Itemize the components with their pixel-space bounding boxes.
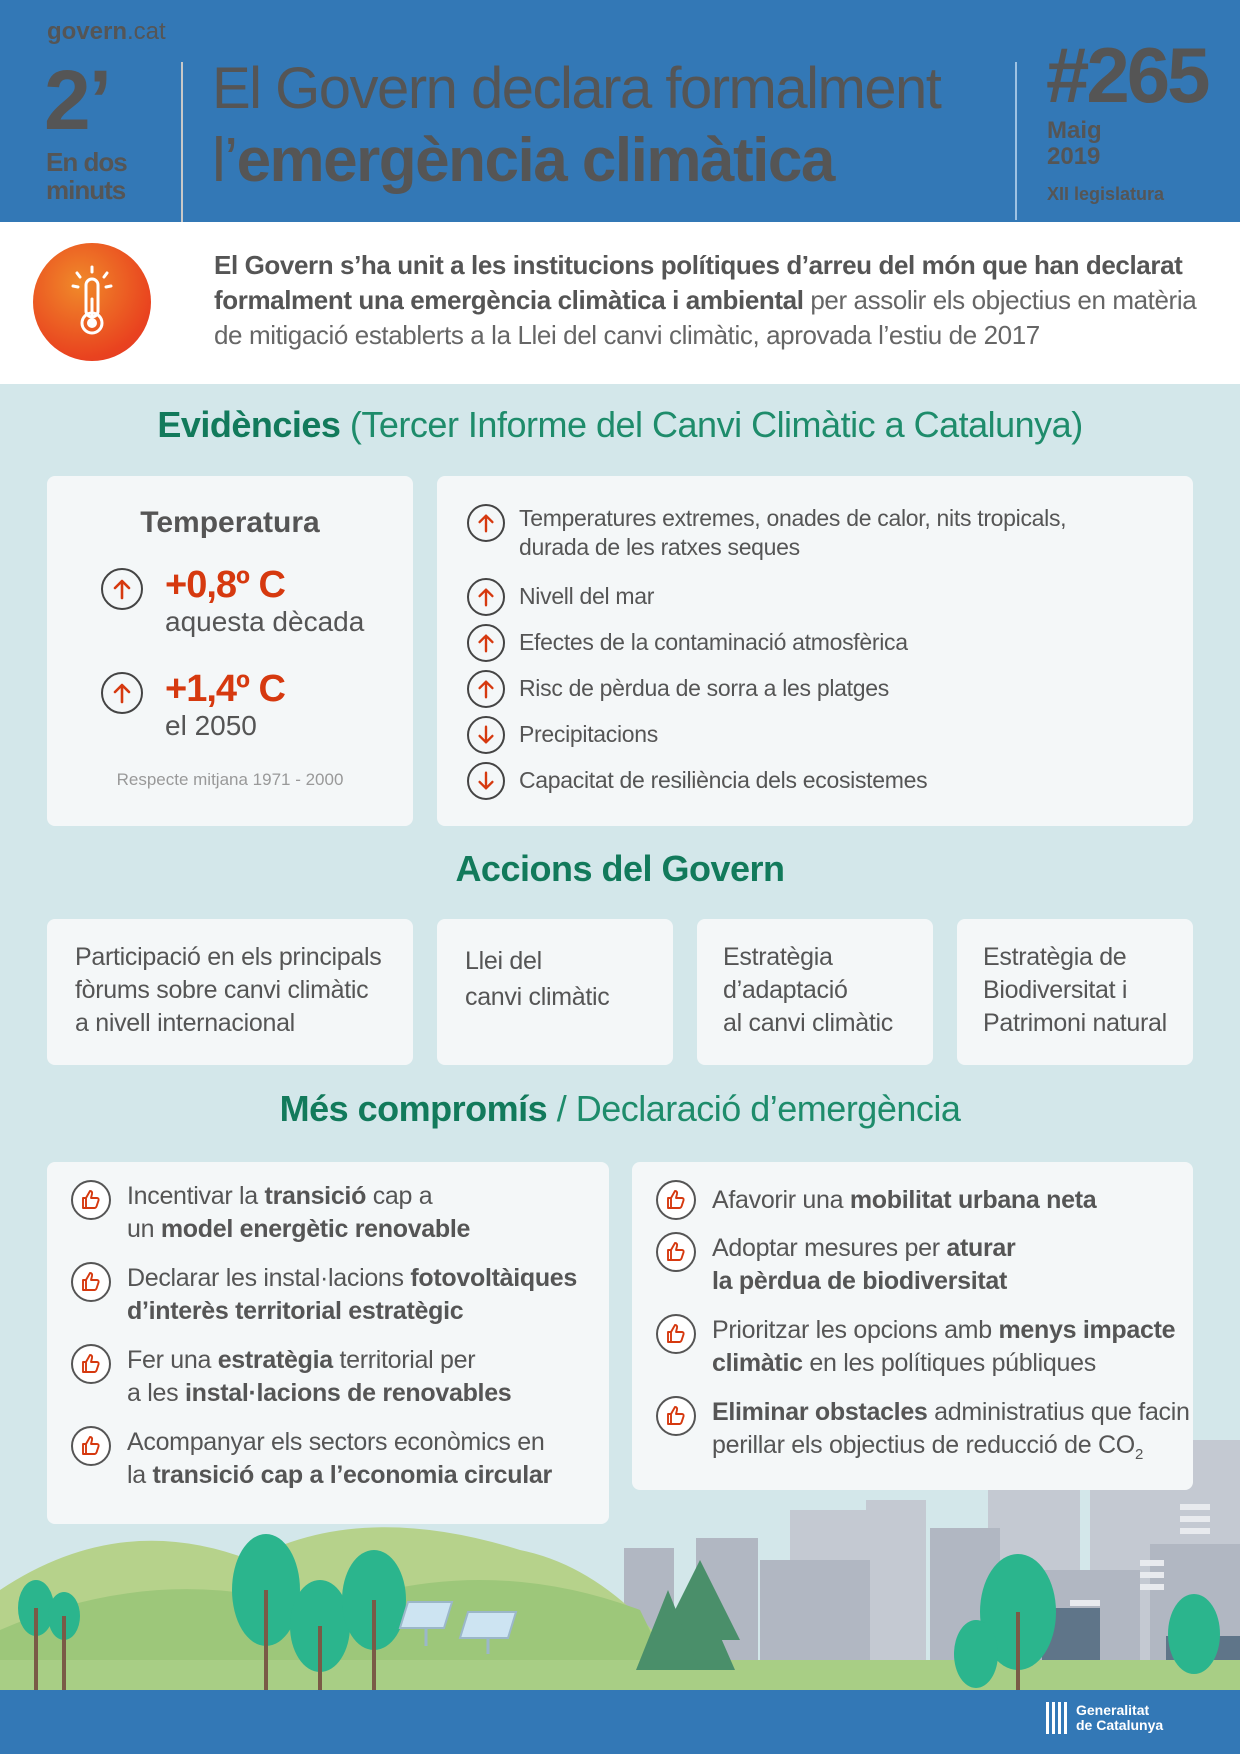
intro-rest: per assolir els objectius en matèria de mitigació establerts a la Llei del canvi climàtic, aprovada l’estiu de 2017 <box>214 285 1197 350</box>
commitment-line <box>127 1180 470 1213</box>
generalitat-name <box>1076 1703 1163 1733</box>
temperature-value: +1,4º C <box>165 668 285 710</box>
temperature-value: +0,8º C <box>165 564 285 606</box>
commitment-subscript: 2 <box>1134 1446 1143 1463</box>
thermometer-icon <box>33 243 151 361</box>
subtitle-line2: minuts <box>46 175 126 205</box>
commitment-bold: la pèrdua de biodiversitat <box>712 1267 1008 1295</box>
thumbs-up-icon <box>71 1344 111 1384</box>
action-line: Biodiversitat i <box>983 976 1128 1004</box>
action-line: Estratègia <box>723 943 833 971</box>
commitment-item <box>712 1232 1015 1298</box>
action-card <box>437 919 673 1065</box>
action-card <box>697 919 933 1065</box>
action-line: al canvi climàtic <box>723 1009 893 1037</box>
temperature-title: Temperatura <box>140 506 320 539</box>
issue-number: #265 <box>1046 31 1208 119</box>
evidence-line: Temperatures extremes, onades de calor, nits tropicals, <box>519 505 1067 531</box>
thumbs-up-icon <box>71 1180 111 1220</box>
commitment-title <box>0 1088 1240 1130</box>
action-line: fòrums sobre canvi climàtic <box>75 976 369 1004</box>
commitment-text: Prioritzar les opcions amb <box>712 1316 999 1344</box>
commitment-line <box>127 1344 511 1377</box>
commitment-bold: estratègia <box>217 1346 333 1374</box>
evidence-line: durada de les ratxes seques <box>519 534 800 560</box>
action-card <box>957 919 1193 1065</box>
commitment-line <box>127 1213 470 1246</box>
commitment-bold: aturar <box>946 1234 1016 1262</box>
arrow-up-icon <box>467 670 505 708</box>
subtitle <box>46 148 127 204</box>
commitment-bold: instal·lacions de renovables <box>184 1379 512 1407</box>
org-line2: de Catalunya <box>1076 1717 1164 1733</box>
commitment-text: en les polítiques públiques <box>802 1349 1096 1377</box>
thumbs-up-icon <box>656 1314 696 1354</box>
evidence-text: Efectes de la contaminació atmosfèrica <box>519 629 908 655</box>
brand-bold: govern <box>47 18 128 45</box>
action-card <box>47 919 413 1065</box>
commitment-line <box>712 1232 1015 1265</box>
org-line1: Generalitat <box>1076 1702 1150 1718</box>
commitment-item <box>712 1396 1190 1471</box>
action-text <box>465 943 609 1015</box>
commitment-item <box>127 1262 577 1328</box>
evidence-text <box>519 504 1066 562</box>
commitment-line <box>712 1347 1175 1380</box>
commitment-line <box>712 1265 1015 1298</box>
commitment-text: Fer una <box>127 1346 218 1374</box>
commitment-bold: menys impacte <box>998 1316 1176 1344</box>
commitment-text: Acompanyar els sectors econòmics en <box>127 1428 545 1456</box>
commitment-text: cap a <box>366 1182 433 1210</box>
arrow-down-icon <box>467 762 505 800</box>
big-number: 2’ <box>44 53 111 147</box>
page-title-line2 <box>212 126 834 196</box>
commitment-text: perillar els objectius de reducció de CO <box>712 1431 1135 1459</box>
commitment-text: Afavorir una <box>712 1186 850 1214</box>
evidences-title-rest: (Tercer Informe del Canvi Climàtic a Catalunya) <box>340 404 1083 445</box>
action-text <box>75 941 381 1040</box>
issue-year: 2019 <box>1047 143 1101 170</box>
temperature-note: Respecte mitjana 1971 - 2000 <box>116 770 344 789</box>
commitment-item <box>712 1184 1096 1217</box>
commitment-line <box>127 1377 511 1410</box>
thumbs-up-icon <box>656 1180 696 1220</box>
commitment-line <box>127 1459 552 1492</box>
commitment-bold: transició cap a l’economia circular <box>152 1461 552 1489</box>
generalitat-logo[interactable] <box>1046 1702 1163 1734</box>
divider <box>1015 62 1017 220</box>
commitment-text: Declarar les instal·lacions <box>127 1264 411 1292</box>
commitment-item <box>127 1180 470 1246</box>
evidence-text: Precipitacions <box>519 721 658 747</box>
thumbs-up-icon <box>71 1262 111 1302</box>
actions-title-text: Accions del Govern <box>455 848 785 889</box>
action-line: Estratègia de <box>983 943 1127 971</box>
intro-text <box>214 248 1214 353</box>
commitment-bold: d’interès territorial estratègic <box>127 1297 464 1325</box>
commitment-line <box>127 1295 577 1328</box>
actions-title <box>0 848 1240 890</box>
evidences-title <box>0 404 1240 446</box>
action-line: Participació en els principals <box>75 943 382 971</box>
commitment-text: un <box>127 1215 161 1243</box>
arrow-down-icon <box>467 716 505 754</box>
action-line: Llei del <box>465 947 542 975</box>
commitment-item <box>712 1314 1175 1380</box>
commitment-item <box>127 1344 511 1410</box>
action-line: Patrimoni natural <box>983 1009 1167 1037</box>
evidences-title-bold: Evidències <box>157 404 341 445</box>
action-line: d’adaptació <box>723 976 848 1004</box>
action-text <box>983 941 1167 1040</box>
commitment-text: territorial per <box>332 1346 476 1374</box>
evidence-text: Risc de pèrdua de sorra a les platges <box>519 675 889 701</box>
issue-month: Maig <box>1047 117 1102 144</box>
title-prefix: l’ <box>212 126 237 195</box>
temperature-card <box>47 476 413 826</box>
arrow-up-icon <box>467 504 505 542</box>
commitment-text: Incentivar la <box>127 1182 265 1210</box>
commitment-bold: fotovoltàiques <box>410 1264 578 1292</box>
commitment-right-card <box>632 1162 1193 1490</box>
commitment-bold: model energètic renovable <box>160 1215 471 1243</box>
commitment-left-card <box>47 1162 609 1524</box>
arrow-up-icon <box>467 624 505 662</box>
action-text <box>723 941 893 1040</box>
commitment-bold: climàtic <box>712 1349 803 1377</box>
thumbs-up-icon <box>656 1232 696 1272</box>
arrow-up-icon <box>101 568 143 610</box>
intro-bold: El Govern s’ha unit a les institucions polítiques d’arreu del món que han declarat formalment una emergència climàtica i ambiental <box>214 250 1183 315</box>
commitment-text: Adoptar mesures per <box>712 1234 947 1262</box>
issue-date <box>1047 118 1102 170</box>
brand-rest: .cat <box>127 18 166 45</box>
brand[interactable] <box>47 18 166 46</box>
commitment-line <box>712 1184 1096 1217</box>
page-title-line1: El Govern declara formalment <box>212 56 941 121</box>
commitment-title-rest: / Declaració d’emergència <box>547 1088 961 1129</box>
evidences-card <box>437 476 1193 826</box>
commitment-item <box>127 1426 552 1492</box>
legislature: XII legislatura <box>1047 184 1165 204</box>
commitment-line <box>712 1396 1190 1429</box>
commitment-bold: mobilitat urbana neta <box>849 1186 1097 1214</box>
commitment-line <box>712 1314 1175 1347</box>
evidence-text: Capacitat de resiliència dels ecosistemes <box>519 767 928 793</box>
commitment-line <box>712 1429 1190 1471</box>
commitment-text: a les <box>127 1379 185 1407</box>
subtitle-line1: En dos <box>46 147 127 177</box>
arrow-up-icon <box>101 672 143 714</box>
title-bold: emergència climàtica <box>236 126 834 195</box>
commitment-line <box>127 1262 577 1295</box>
temperature-label: el 2050 <box>165 710 257 741</box>
commitment-text: administratius que facin <box>927 1398 1190 1426</box>
commitment-bold: Eliminar obstacles <box>712 1398 928 1426</box>
evidence-text: Nivell del mar <box>519 583 655 609</box>
action-line: canvi climàtic <box>465 983 610 1011</box>
commitment-line <box>127 1426 552 1459</box>
temperature-label: aquesta dècada <box>165 606 365 637</box>
commitment-text: la <box>127 1461 153 1489</box>
thumbs-up-icon <box>656 1396 696 1436</box>
commitment-title-bold: Més compromís <box>279 1088 548 1129</box>
generalitat-emblem-icon <box>1046 1702 1068 1734</box>
commitment-bold: transició <box>264 1182 367 1210</box>
thumbs-up-icon <box>71 1426 111 1466</box>
arrow-up-icon <box>467 578 505 616</box>
action-line: a nivell internacional <box>75 1009 295 1037</box>
